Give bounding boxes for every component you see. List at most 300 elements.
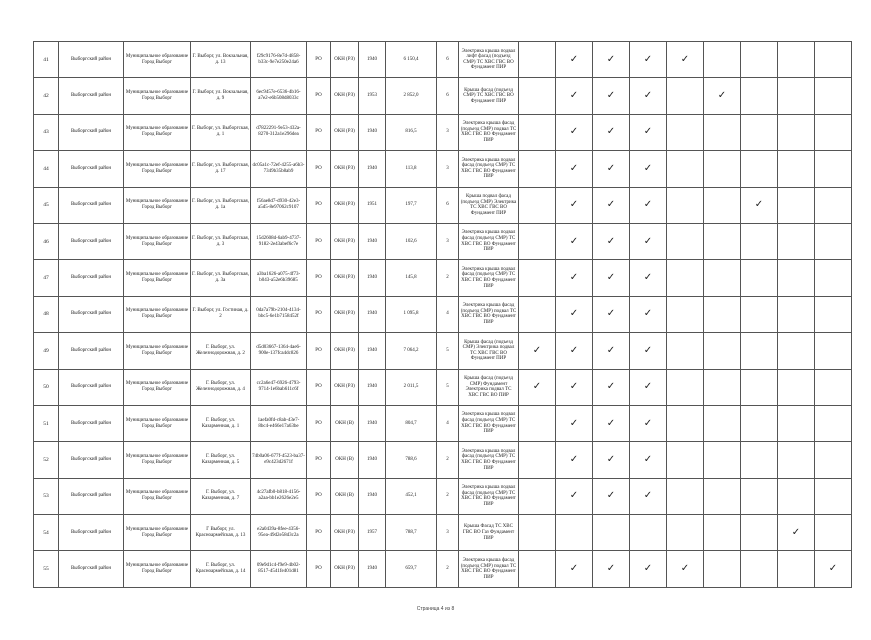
district-cell: Выборгский район [59, 260, 124, 296]
house-guid-cell: 4c27afb0-b818-4156-a2aa-bb1e2626e2e5 [251, 478, 307, 514]
works-list-cell: Электрика крыша фасад (подъезд СМР) подвал ТС ХВС ГВС ВО Фундамент ПИР [459, 296, 519, 332]
checkmark-cell [741, 333, 778, 369]
address-cell: Г. Выборг, ул. Вокзальная, д. 13 [191, 42, 251, 78]
municipality-cell: Муниципальное образование Город Выборг [124, 42, 191, 78]
code-cell: 5 [437, 333, 459, 369]
checkmark-cell [667, 442, 704, 478]
row-number: 41 [34, 42, 59, 78]
checkmark-cell: ✓ [556, 42, 593, 78]
address-cell: Г. Выборг, ул. Гостиная, д. 2 [191, 296, 251, 332]
checkmark-cell [704, 42, 741, 78]
area-cell: 804,7 [386, 405, 437, 441]
checkmark-cell [815, 515, 852, 551]
checkmark-cell: ✓ [667, 551, 704, 587]
table-row [34, 78, 852, 114]
works-list-cell: Электрика крыша подвал фасад (подъезд СМР) ТС ХВС ГВС ВО Фундамент ПИР [459, 151, 519, 187]
checkmark-cell [519, 296, 556, 332]
works-list-cell: Электрика крыша подвал фасад (подъезд СМР) ТС ХВС ГВС ВО Фундамент ПИР [459, 478, 519, 514]
checkmark-cell [667, 151, 704, 187]
year-built-cell: 1940 [359, 478, 386, 514]
checkmark-cell [815, 296, 852, 332]
checkmark-cell: ✓ [556, 551, 593, 587]
okn-category-cell: ОКН (РЗ) [331, 551, 359, 587]
district-cell: Выборгский район [59, 151, 124, 187]
checkmark-cell [815, 151, 852, 187]
ro-cell: РО [307, 478, 331, 514]
okn-category-cell: ОКН (РЗ) [331, 333, 359, 369]
checkmark-cell [741, 369, 778, 405]
area-cell: 816,5 [386, 114, 437, 150]
district-cell: Выборгский район [59, 296, 124, 332]
table-row [34, 296, 852, 332]
works-list-cell: Электрика крыша подвал фасад (подъезд СМР) ТС ХВС ГВС ВО Фундамент ПИР [459, 223, 519, 259]
checkmark-cell [667, 296, 704, 332]
checkmark-cell [778, 551, 815, 587]
checkmark-cell [630, 515, 667, 551]
table-row [34, 114, 852, 150]
year-built-cell: 1940 [359, 296, 386, 332]
checkmark-cell [778, 296, 815, 332]
checkmark-cell: ✓ [556, 296, 593, 332]
checkmark-cell [704, 114, 741, 150]
checkmark-cell [778, 260, 815, 296]
okn-category-cell: ОКН (РЗ) [331, 187, 359, 223]
checkmark-cell [815, 442, 852, 478]
year-built-cell: 1940 [359, 333, 386, 369]
checkmark-cell [778, 114, 815, 150]
house-guid-cell: f29c9176-8e7d-4858-b33c-9e7e250e24a6 [251, 42, 307, 78]
area-cell: 113,8 [386, 151, 437, 187]
row-number: 43 [34, 114, 59, 150]
okn-category-cell: ОКН (РЗ) [331, 260, 359, 296]
code-cell: 2 [437, 551, 459, 587]
checkmark-cell: ✓ [667, 42, 704, 78]
ro-cell: РО [307, 151, 331, 187]
checkmark-cell [667, 260, 704, 296]
checkmark-cell: ✓ [593, 42, 630, 78]
house-guid-cell: 74b0a06-677f-4523-ba37-e9c423d2671f [251, 442, 307, 478]
house-guid-cell: dc05a1c-72ef-4255-a6b3-7349b35b8ab9 [251, 151, 307, 187]
checkmark-cell [741, 260, 778, 296]
municipality-cell: Муниципальное образование Город Выборг [124, 78, 191, 114]
municipality-cell: Муниципальное образование Город Выборг [124, 551, 191, 587]
okn-category-cell: ОКН (РЗ) [331, 515, 359, 551]
ro-cell: РО [307, 187, 331, 223]
checkmark-cell: ✓ [556, 78, 593, 114]
address-cell: Г. Выборг, ул. Выборгская, д. 1а [191, 187, 251, 223]
checkmark-cell: ✓ [593, 114, 630, 150]
checkmark-cell [519, 551, 556, 587]
okn-category-cell: ОКН (В) [331, 442, 359, 478]
municipality-cell: Муниципальное образование Город Выборг [124, 333, 191, 369]
checkmark-cell [519, 405, 556, 441]
table-row [34, 442, 852, 478]
checkmark-cell: ✓ [556, 442, 593, 478]
checkmark-cell [519, 114, 556, 150]
checkmark-cell [741, 42, 778, 78]
checkmark-cell [778, 478, 815, 514]
checkmark-cell [667, 369, 704, 405]
address-cell: Г Выборг, ул. Красноармейская, д. 13 [191, 515, 251, 551]
municipality-cell: Муниципальное образование Город Выборг [124, 151, 191, 187]
checkmark-cell [815, 223, 852, 259]
house-guid-cell: d7822291-9e53-432a-8270-312a1e296dea [251, 114, 307, 150]
checkmark-cell: ✓ [593, 223, 630, 259]
municipality-cell: Муниципальное образование Город Выборг [124, 478, 191, 514]
year-built-cell: 1940 [359, 405, 386, 441]
checkmark-cell: ✓ [519, 333, 556, 369]
works-list-cell: Электрика крыша подвал фасад (подъезд СМР) ТС ХВС ГВС ВО Фундамент ПИР [459, 442, 519, 478]
checkmark-cell [667, 223, 704, 259]
checkmark-cell [667, 515, 704, 551]
district-cell: Выборгский район [59, 369, 124, 405]
ro-cell: РО [307, 42, 331, 78]
area-cell: 6 150,4 [386, 42, 437, 78]
works-list-cell: Крыша подвал фасад (подъезд СМР) Электрика ТС ХВС ГВС ВО Фундамент ПИР [459, 187, 519, 223]
checkmark-cell [778, 405, 815, 441]
table-row [34, 151, 852, 187]
district-cell: Выборгский район [59, 333, 124, 369]
checkmark-cell [778, 223, 815, 259]
okn-category-cell: ОКН (В) [331, 478, 359, 514]
checkmark-cell: ✓ [630, 114, 667, 150]
district-cell: Выборгский район [59, 187, 124, 223]
okn-category-cell: ОКН (РЗ) [331, 151, 359, 187]
checkmark-cell: ✓ [593, 551, 630, 587]
checkmark-cell [815, 478, 852, 514]
checkmark-cell [741, 296, 778, 332]
checkmark-cell [815, 42, 852, 78]
area-cell: 452,1 [386, 478, 437, 514]
checkmark-cell: ✓ [593, 442, 630, 478]
district-cell: Выборгский район [59, 551, 124, 587]
okn-category-cell: ОКН (РЗ) [331, 369, 359, 405]
checkmark-cell [519, 515, 556, 551]
year-built-cell: 1940 [359, 369, 386, 405]
ro-cell: РО [307, 551, 331, 587]
checkmark-cell: ✓ [630, 78, 667, 114]
checkmark-cell [704, 405, 741, 441]
checkmark-cell: ✓ [556, 260, 593, 296]
checkmark-cell [778, 187, 815, 223]
district-cell: Выборгский район [59, 114, 124, 150]
address-cell: Г. Выборг, ул. Выборгская, д. 3а [191, 260, 251, 296]
checkmark-cell: ✓ [630, 296, 667, 332]
checkmark-cell: ✓ [704, 78, 741, 114]
okn-category-cell: ОКН (РЗ) [331, 114, 359, 150]
ro-cell: РО [307, 515, 331, 551]
checkmark-cell [704, 296, 741, 332]
checkmark-cell [667, 405, 704, 441]
checkmark-cell [778, 78, 815, 114]
row-number: 51 [34, 405, 59, 441]
checkmark-cell: ✓ [630, 187, 667, 223]
row-number: 45 [34, 187, 59, 223]
house-guid-cell: 09e9d1c4-f9e9-4b02-8517-4541fe401d81 [251, 551, 307, 587]
code-cell: 2 [437, 478, 459, 514]
checkmark-cell: ✓ [556, 369, 593, 405]
year-built-cell: 1940 [359, 42, 386, 78]
checkmark-cell [704, 260, 741, 296]
address-cell: Г. Выборг, ул. Выборгская, д. 1 [191, 114, 251, 150]
checkmark-cell [519, 42, 556, 78]
year-built-cell: 1940 [359, 551, 386, 587]
checkmark-cell: ✓ [519, 369, 556, 405]
code-cell: 5 [437, 369, 459, 405]
house-guid-cell: cc2a6e47-6926-4793-9714-1e6bab611c6f [251, 369, 307, 405]
checkmark-cell [519, 442, 556, 478]
row-number: 48 [34, 296, 59, 332]
code-cell: 3 [437, 515, 459, 551]
row-number: 54 [34, 515, 59, 551]
checkmark-cell: ✓ [556, 187, 593, 223]
table-row [34, 405, 852, 441]
address-cell: Г. Выборг, ул. Красноармейская, д. 14 [191, 551, 251, 587]
code-cell: 6 [437, 42, 459, 78]
area-cell: 788,6 [386, 442, 437, 478]
checkmark-cell [815, 333, 852, 369]
address-cell: Г. Выборг, ул. Вокзальная, д. 9 [191, 78, 251, 114]
okn-category-cell: ОКН (В) [331, 405, 359, 441]
code-cell: 2 [437, 260, 459, 296]
checkmark-cell: ✓ [556, 478, 593, 514]
table-row [34, 333, 852, 369]
works-list-cell: Электрика крыша фасад (подъезд СМР) подвал ТС ХВС ГВС ВО Фундамент ПИР [459, 551, 519, 587]
row-number: 46 [34, 223, 59, 259]
checkmark-cell [704, 223, 741, 259]
checkmark-cell [593, 515, 630, 551]
district-cell: Выборгский район [59, 442, 124, 478]
works-list-cell: Крыша фасад (подъезд СМР) Электрика подвал ТС ХВС ГВС ВО Фундамент ПИР [459, 333, 519, 369]
checkmark-cell [519, 78, 556, 114]
checkmark-cell: ✓ [778, 515, 815, 551]
checkmark-cell: ✓ [556, 151, 593, 187]
ro-cell: РО [307, 442, 331, 478]
year-built-cell: 1957 [359, 515, 386, 551]
checkmark-cell: ✓ [593, 369, 630, 405]
house-guid-cell: 6ec9457e-6536-4b16-a7e2-e6b508d8033c [251, 78, 307, 114]
checkmark-cell: ✓ [593, 405, 630, 441]
code-cell: 3 [437, 114, 459, 150]
checkmark-cell: ✓ [556, 114, 593, 150]
checkmark-cell: ✓ [630, 551, 667, 587]
area-cell: 102,6 [386, 223, 437, 259]
checkmark-cell [741, 442, 778, 478]
code-cell: 4 [437, 405, 459, 441]
checkmark-cell [778, 333, 815, 369]
works-list-cell: Электрика крыша подвал лифт фасад (подъезд СМР) ТС ХВС ГВС ВО Фундамент ПИР [459, 42, 519, 78]
checkmark-cell: ✓ [593, 78, 630, 114]
house-guid-cell: 1aefa0fd-c8ab-43e7-8bc4-e466e17a63be [251, 405, 307, 441]
table-row [34, 223, 852, 259]
checkmark-cell [667, 478, 704, 514]
checkmark-cell [704, 551, 741, 587]
ro-cell: РО [307, 114, 331, 150]
address-cell: Г. Выборг, ул. Казарменная, д. 5 [191, 442, 251, 478]
table-row [34, 260, 852, 296]
year-built-cell: 1940 [359, 114, 386, 150]
table-row [34, 478, 852, 514]
address-cell: Г. Выборг, ул. Казарменная, д. 7 [191, 478, 251, 514]
checkmark-cell [815, 114, 852, 150]
checkmark-cell: ✓ [593, 260, 630, 296]
municipality-cell: Муниципальное образование Город Выборг [124, 296, 191, 332]
house-guid-cell: 0da7a79b-2104-4134-bbc5-6e1b7158452f [251, 296, 307, 332]
checkmark-cell: ✓ [741, 187, 778, 223]
works-list-cell: Электрика крыша подвал фасад (подъезд СМР) ТС ХВС ГВС ВО Фундамент ПИР [459, 405, 519, 441]
row-number: 52 [34, 442, 59, 478]
code-cell: 3 [437, 223, 459, 259]
address-cell: Г. Выборг, ул. Выборгская, д. 17 [191, 151, 251, 187]
checkmark-cell: ✓ [630, 369, 667, 405]
municipality-cell: Муниципальное образование Город Выборг [124, 442, 191, 478]
district-cell: Выборгский район [59, 478, 124, 514]
checkmark-cell [778, 151, 815, 187]
district-cell: Выборгский район [59, 42, 124, 78]
table-row [34, 187, 852, 223]
checkmark-cell [741, 551, 778, 587]
checkmark-cell: ✓ [556, 405, 593, 441]
checkmark-cell [815, 405, 852, 441]
municipality-cell: Муниципальное образование Город Выборг [124, 405, 191, 441]
works-list-cell: Электрика крыша фасад (подъезд СМР) подвал ТС ХВС ГВС ВО Фундамент ПИР [459, 114, 519, 150]
ro-cell: РО [307, 78, 331, 114]
year-built-cell: 1953 [359, 78, 386, 114]
municipality-cell: Муниципальное образование Город Выборг [124, 114, 191, 150]
page-number: Страница 4 из 8 [416, 606, 455, 612]
checkmark-cell: ✓ [630, 442, 667, 478]
checkmark-cell [704, 151, 741, 187]
code-cell: 6 [437, 187, 459, 223]
house-guid-cell: f56ae8d7-d930-42e3-a5d5-8e97062c9107 [251, 187, 307, 223]
works-list-cell: Крыша фасад (подъезд СМР) ТС ХВС ГВС ВО Фундамент ПИР [459, 78, 519, 114]
checkmark-cell [667, 333, 704, 369]
house-guid-cell: a3ba1626-a075-4f73-b043-a52e6b39685 [251, 260, 307, 296]
ro-cell: РО [307, 223, 331, 259]
okn-category-cell: ОКН (РЗ) [331, 296, 359, 332]
district-cell: Выборгский район [59, 223, 124, 259]
municipality-cell: Муниципальное образование Город Выборг [124, 223, 191, 259]
checkmark-cell: ✓ [630, 151, 667, 187]
area-cell: 2 852,0 [386, 78, 437, 114]
house-guid-cell: d5d03667-1364-4ae6-900e-137fca4dc826 [251, 333, 307, 369]
checkmark-cell: ✓ [630, 42, 667, 78]
address-cell: Г. Выборг, ул. Железнодорожная, д. 4 [191, 369, 251, 405]
area-cell: 197,7 [386, 187, 437, 223]
ro-cell: РО [307, 333, 331, 369]
address-cell: Г. Выборг, ул. Выборгская, д. 3 [191, 223, 251, 259]
checkmark-cell [815, 187, 852, 223]
checkmark-cell: ✓ [593, 296, 630, 332]
checkmark-cell: ✓ [630, 223, 667, 259]
area-cell: 1 095,8 [386, 296, 437, 332]
code-cell: 2 [437, 442, 459, 478]
checkmark-cell [704, 515, 741, 551]
address-cell: Г. Выборг, ул. Казарменная, д. 1 [191, 405, 251, 441]
checkmark-cell [704, 333, 741, 369]
year-built-cell: 1940 [359, 260, 386, 296]
checkmark-cell [741, 515, 778, 551]
year-built-cell: 1940 [359, 223, 386, 259]
table-row [34, 369, 852, 405]
address-cell: Г. Выборг, ул. Железнодорожная, д. 2 [191, 333, 251, 369]
checkmark-cell: ✓ [630, 260, 667, 296]
year-built-cell: 1951 [359, 187, 386, 223]
table-row [34, 515, 852, 551]
checkmark-cell: ✓ [556, 223, 593, 259]
checkmark-cell [667, 187, 704, 223]
checkmark-cell [704, 442, 741, 478]
row-number: 47 [34, 260, 59, 296]
checkmark-cell [741, 114, 778, 150]
year-built-cell: 1940 [359, 442, 386, 478]
checkmark-cell: ✓ [815, 551, 852, 587]
checkmark-cell [815, 260, 852, 296]
ro-cell: РО [307, 296, 331, 332]
year-built-cell: 1940 [359, 151, 386, 187]
row-number: 50 [34, 369, 59, 405]
code-cell: 3 [437, 151, 459, 187]
checkmark-cell [815, 78, 852, 114]
checkmark-cell [519, 260, 556, 296]
checkmark-cell [704, 187, 741, 223]
checkmark-cell [704, 369, 741, 405]
checkmark-cell [519, 478, 556, 514]
row-number: 53 [34, 478, 59, 514]
district-cell: Выборгский район [59, 515, 124, 551]
checkmark-cell [815, 369, 852, 405]
checkmark-cell [778, 369, 815, 405]
row-number: 55 [34, 551, 59, 587]
checkmark-cell [556, 515, 593, 551]
municipality-cell: Муниципальное образование Город Выборг [124, 369, 191, 405]
checkmark-cell [741, 223, 778, 259]
okn-category-cell: ОКН (РЗ) [331, 78, 359, 114]
municipality-cell: Муниципальное образование Город Выборг [124, 260, 191, 296]
area-cell: 7 064,2 [386, 333, 437, 369]
checkmark-cell [778, 442, 815, 478]
row-number: 44 [34, 151, 59, 187]
district-cell: Выборгский район [59, 405, 124, 441]
checkmark-cell [741, 78, 778, 114]
ro-cell: РО [307, 369, 331, 405]
checkmark-cell: ✓ [593, 187, 630, 223]
checkmark-cell [519, 151, 556, 187]
ro-cell: РО [307, 405, 331, 441]
row-number: 42 [34, 78, 59, 114]
works-list-cell: Крыша фасад (подъезд СМР) Фундамент Электрика подвал ТС ХВС ГВС ВО ПИР [459, 369, 519, 405]
checkmark-cell [778, 42, 815, 78]
area-cell: 788,7 [386, 515, 437, 551]
checkmark-cell: ✓ [593, 478, 630, 514]
checkmark-cell: ✓ [630, 478, 667, 514]
area-cell: 2 011,5 [386, 369, 437, 405]
checkmark-cell: ✓ [630, 333, 667, 369]
okn-category-cell: ОКН (РЗ) [331, 42, 359, 78]
checkmark-cell: ✓ [556, 333, 593, 369]
checkmark-cell [741, 151, 778, 187]
checkmark-cell [741, 478, 778, 514]
ro-cell: РО [307, 260, 331, 296]
works-list-cell: Крыша Фасад ТС ХВС ГВС ВО Газ Фундамент ПИР [459, 515, 519, 551]
okn-category-cell: ОКН (РЗ) [331, 223, 359, 259]
works-list-cell: Электрика крыша подвал фасад (подъезд СМР) ТС ХВС ГВС ВО Фундамент ПИР [459, 260, 519, 296]
house-guid-cell: e2a0439a-8fee-4356-95ea-49d2e58d3c2a [251, 515, 307, 551]
checkmark-cell [704, 478, 741, 514]
checkmark-cell: ✓ [630, 405, 667, 441]
checkmark-cell [519, 223, 556, 259]
municipality-cell: Муниципальное образование Город Выборг [124, 187, 191, 223]
